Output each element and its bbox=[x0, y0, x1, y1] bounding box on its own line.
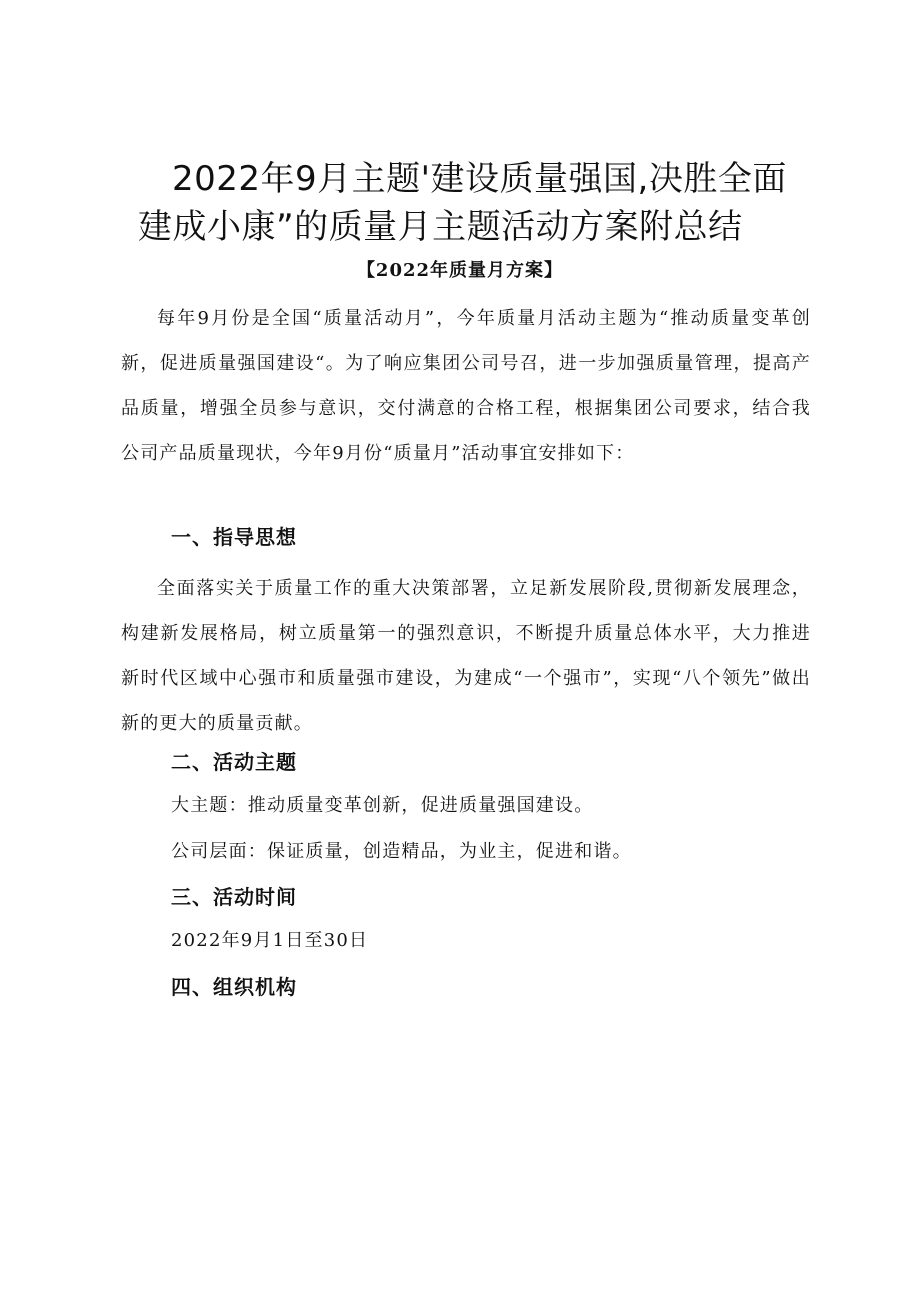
document-title-line-2: 建成小康”的质量月主题活动方案附总结 bbox=[138, 207, 743, 247]
document-title-line-1: 2022年9月主题'建设质量强国,决胜全面 bbox=[172, 159, 787, 199]
section-heading-activity-theme: 二、活动主题 bbox=[171, 750, 297, 774]
document-subtitle: 【2022年质量月方案】 bbox=[356, 260, 564, 281]
section-heading-activity-time: 三、活动时间 bbox=[171, 885, 297, 909]
activity-theme-company: 公司层面：保证质量，创造精品，为业主，促进和谐。 bbox=[171, 841, 632, 862]
section-heading-organization: 四、组织机构 bbox=[171, 975, 297, 999]
activity-time-range: 2022年9月1日至30日 bbox=[171, 930, 369, 951]
activity-theme-main: 大主题：推动质量变革创新，促进质量强国建设。 bbox=[171, 795, 594, 816]
section-body-guiding-ideology: 全面落实关于质量工作的重大决策部署，立足新发展阶段,贯彻新发展理念，构建新发展格局，树立质量第一的强烈意识，不断提升质量总体水平，大力推进新时代区域中心强市和质量强市建设，为建成“一个强市”，实现“八个领先”做出新的更大的质量贡献。 bbox=[121, 578, 811, 734]
intro-paragraph: 每年9月份是全国“质量活动月”，今年质量月活动主题为“推动质量变革创新，促进质量强国建设“。为了响应集团公司号召，进一步加强质量管理，提高产品质量，增强全员参与意识，交付满意的合格工程，根据集团公司要求，结合我公司产品质量现状，今年9月份“质量月”活动事宜安排如下： bbox=[121, 308, 811, 464]
section-heading-guiding-ideology: 一、指导思想 bbox=[171, 525, 297, 549]
